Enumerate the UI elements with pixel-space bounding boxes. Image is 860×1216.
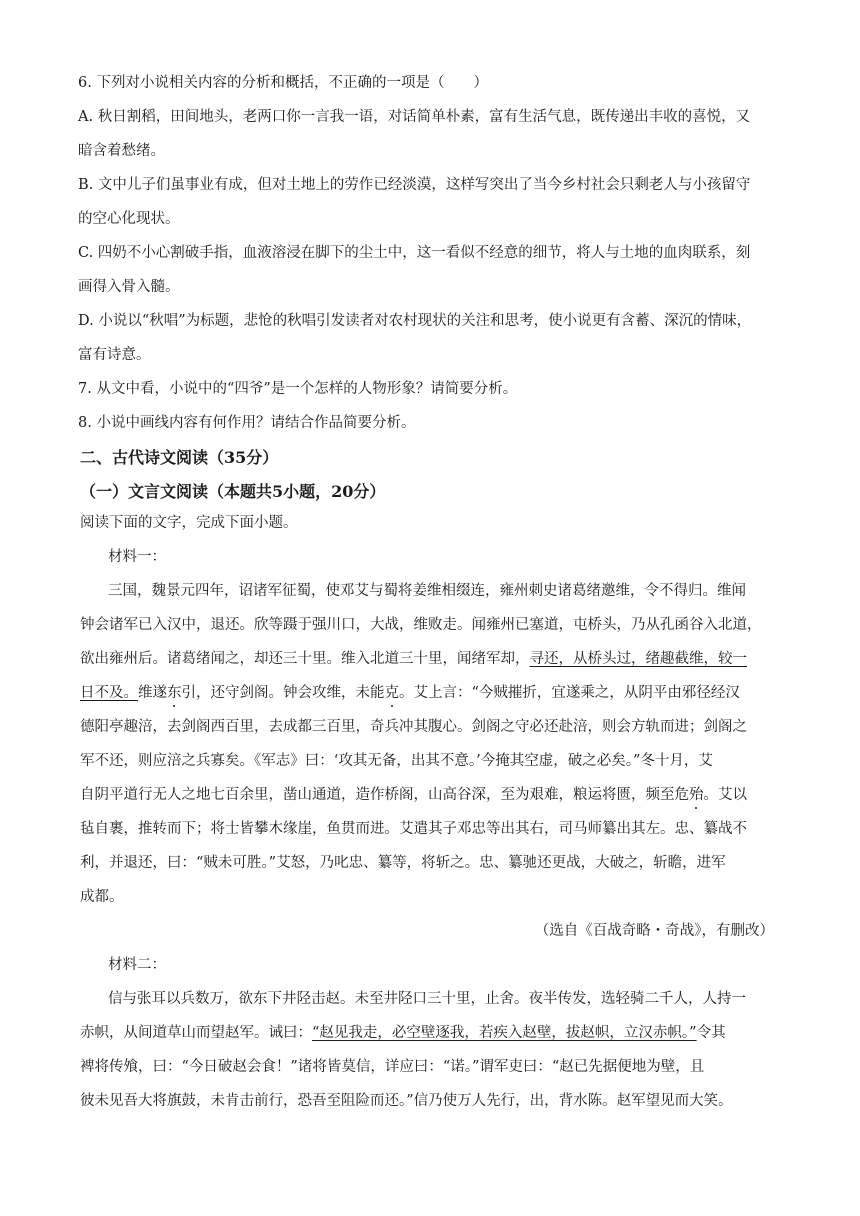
q6-option-a-line2: 暗含着愁绪。 xyxy=(78,143,165,159)
material1-line1: 三国，魏景元四年，诏诸军征蜀，使邓艾与蜀将姜维相缀连，雍州刺史诸葛绪邀维，令不得归。维闻 xyxy=(108,583,746,599)
material1-line7-text-a: 自阴平道行无人之地七百余里，凿山通道，造作桥阁，山高谷深，至为艰难，粮运将匮，频至危 xyxy=(80,787,689,803)
underlined-passage-1a: 寻还，从桥头过，绪趣截维，较一 xyxy=(529,651,747,667)
material2-line2 xyxy=(80,1026,726,1041)
underlined-passage-1b: 日不及。 xyxy=(80,685,138,701)
material1-line3 xyxy=(80,652,747,667)
material2-line2-text-b: 令其 xyxy=(696,1025,726,1041)
material1-source: （选自《百战奇略・奇战》，有删改） xyxy=(534,923,774,939)
material1-line3-text: 欲出雍州后。诸葛绪闻之，却还三十里。维入北道三十里，闻绪军却， xyxy=(80,651,530,667)
underlined-passage-2: “赵见我走，必空壁逐我，若疾入赵壁，拔赵帜，立汉赤帜。” xyxy=(312,1025,697,1041)
material1-line8: 毡自裹，推转而下；将士皆攀木缘崖，鱼贯而进。艾遣其子邓忠等出其右，司马师纂出其左。忠、纂战不 xyxy=(80,821,747,837)
q6-option-d-line2: 富有诗意。 xyxy=(78,347,151,363)
dotted-char-dai: 殆 xyxy=(689,787,704,803)
q6-option-c-line1: C. 四奶不小心割破手指，血液溶浸在脚下的尘土中，这一看似不经意的细节，将人与土地的血肉联系，刻 xyxy=(78,245,751,261)
q6-option-d-line1: D. 小说以“秋唱”为标题，悲怆的秋唱引发读者对农村现状的关注和思考，使小说更有含蓄、深沉的情味， xyxy=(78,313,752,329)
q6-option-b-line2: 的空心化现状。 xyxy=(78,211,180,227)
section-title: 二、古代诗文阅读（35分） xyxy=(80,448,279,467)
q6-option-b-line1: B. 文中儿子们虽事业有成，但对土地上的劳作已经淡漠，这样写突出了当今乡村社会只剩老人与小孩留守 xyxy=(78,177,751,193)
material1-line7-text-b: 。艾以 xyxy=(703,787,747,803)
section-instruction: 阅读下面的文字，完成下面小题。 xyxy=(80,515,298,531)
q6-option-c-line2: 画得入骨入髓。 xyxy=(78,279,180,295)
material1-line4-text-a: 维遂 xyxy=(138,685,167,701)
material1-line4-text-c: 。艾上言：“今贼摧折，宜遂乘之，从阴平由邪径经汉 xyxy=(399,685,740,701)
material2-label: 材料二： xyxy=(108,957,166,973)
material1-line5: 德阳亭趣涪，去剑阁西百里，去成都三百里，奇兵冲其腹心。剑阁之守必还赴涪，则会方轨而进；剑阁之 xyxy=(80,719,747,735)
section-subtitle: （一）文言文阅读（本题共5小题，20分） xyxy=(80,482,386,501)
question-7: 7. 从文中看，小说中的“四爷”是一个怎样的人物形象？请简要分析。 xyxy=(78,381,518,397)
dotted-char-ke: 克 xyxy=(384,685,399,701)
material1-label: 材料一： xyxy=(108,549,166,565)
material1-line2: 钟会诸军已入汉中，退还。欣等蹑于强川口，大战，维败走。闻雍州已塞道，屯桥头，乃从孔函谷入北道， xyxy=(80,617,762,633)
question-8: 8. 小说中画线内容有何作用？请结合作品简要分析。 xyxy=(78,415,416,431)
material1-line10: 成都。 xyxy=(80,889,124,905)
material2-line2-text-a: 赤帜，从间道草山而望赵军。诫曰： xyxy=(80,1025,312,1041)
material1-line4-text-b: 引，还守剑阁。钟会攻维，未能 xyxy=(181,685,385,701)
material1-line7 xyxy=(80,788,747,803)
q6-option-a-line1: A. 秋日割稻，田间地头，老两口你一言我一语，对话简单朴素，富有生活气息，既传递出丰收的喜悦，又 xyxy=(78,109,751,125)
question-6-stem: 6. 下列对小说相关内容的分析和概括，不正确的一项是（ ） xyxy=(78,75,488,91)
material1-line9: 利，并退还，曰：“贼未可胜。”艾怒，乃叱忠、纂等，将斩之。忠、纂驰还更战，大破之，斩瞻，进军 xyxy=(80,855,726,871)
material2-line3: 裨将传飧，曰：“今日破赵会食！”诸将皆莫信，详应曰：“诺。”谓军吏曰：“赵已先据便地为壁，且 xyxy=(80,1059,705,1075)
material1-line6: 军不还，则应涪之兵寡矣。《军志》曰：‘攻其无备，出其不意。’今掩其空虚，破之必矣。”冬十月，艾 xyxy=(80,753,713,769)
material1-line4 xyxy=(80,686,740,701)
dotted-char-dong: 东 xyxy=(167,685,182,701)
material2-line1: 信与张耳以兵数万，欲东下井陉击赵。未至井陉口三十里，止舍。夜半传发，选轻骑二千人，人持一 xyxy=(108,991,746,1007)
material2-line4: 彼未见吾大将旗鼓，未肯击前行，恐吾至阻险而还。”信乃使万人先行，出，背水陈。赵军望见而大笑。 xyxy=(80,1093,733,1109)
